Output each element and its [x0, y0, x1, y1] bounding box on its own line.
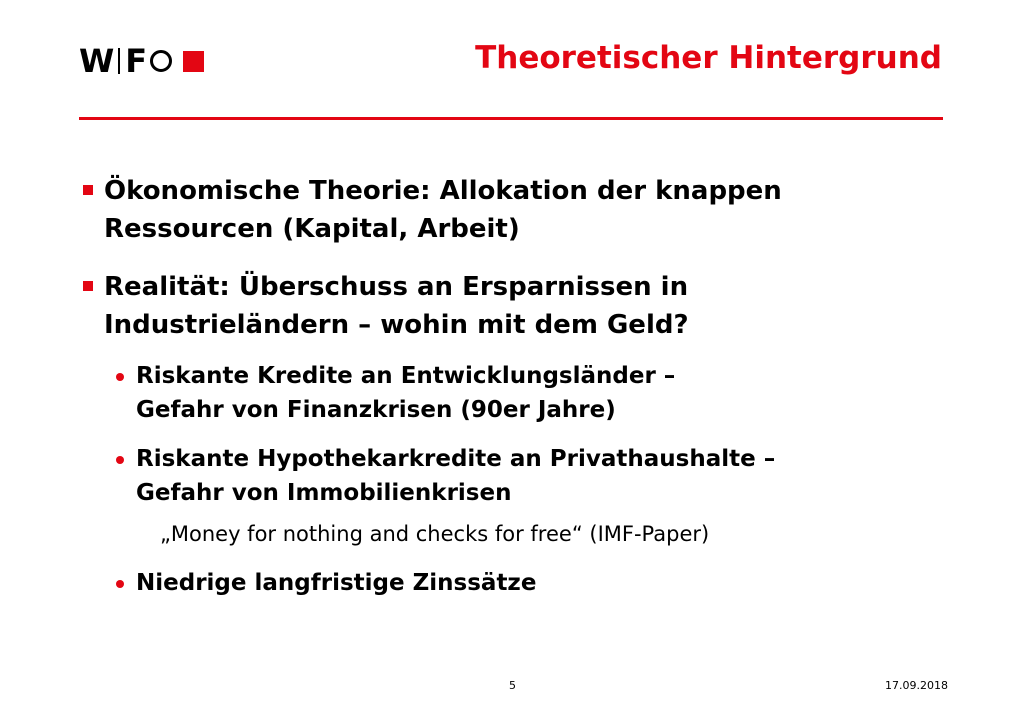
bullet-square-icon [83, 185, 93, 195]
bullet-1-line-2: Ressourcen (Kapital, Arbeit) [104, 214, 520, 244]
wifo-logo [79, 44, 204, 78]
logo-bar [118, 48, 120, 74]
sub-bullet-2-line-2: Gefahr von Immobilienkrisen [136, 480, 512, 506]
bullet-square-icon [83, 281, 93, 291]
title-divider [79, 117, 943, 120]
bullet-1-line-1: Ökonomische Theorie: Allokation der knappen [104, 176, 782, 206]
logo-letter-f: F [125, 42, 148, 80]
logo-square-icon [183, 51, 204, 72]
sub-bullet-3-line-1: Niedrige langfristige Zinssätze [136, 570, 537, 596]
bullet-2-line-2: Industrieländern – wohin mit dem Geld? [104, 310, 689, 340]
bullet-2-line-1: Realität: Überschuss an Ersparnissen in [104, 272, 689, 302]
sub-bullet-1-line-2: Gefahr von Finanzkrisen (90er Jahre) [136, 397, 616, 423]
page-number: 5 [509, 679, 516, 692]
slide-title: Theoretischer Hintergrund [475, 40, 942, 76]
bullet-dot-icon [116, 456, 124, 464]
quote-text: „Money for nothing and checks for free“ (IMF-Paper) [160, 522, 710, 546]
logo-circle-icon [150, 50, 172, 72]
bullet-dot-icon [116, 580, 124, 588]
sub-bullet-2-line-1: Riskante Hypothekarkredite an Privathaushalte – [136, 446, 776, 472]
slide-date: 17.09.2018 [885, 679, 948, 692]
bullet-dot-icon [116, 373, 124, 381]
logo-letter-w: W [79, 42, 115, 80]
sub-bullet-1-line-1: Riskante Kredite an Entwicklungsländer – [136, 363, 676, 389]
